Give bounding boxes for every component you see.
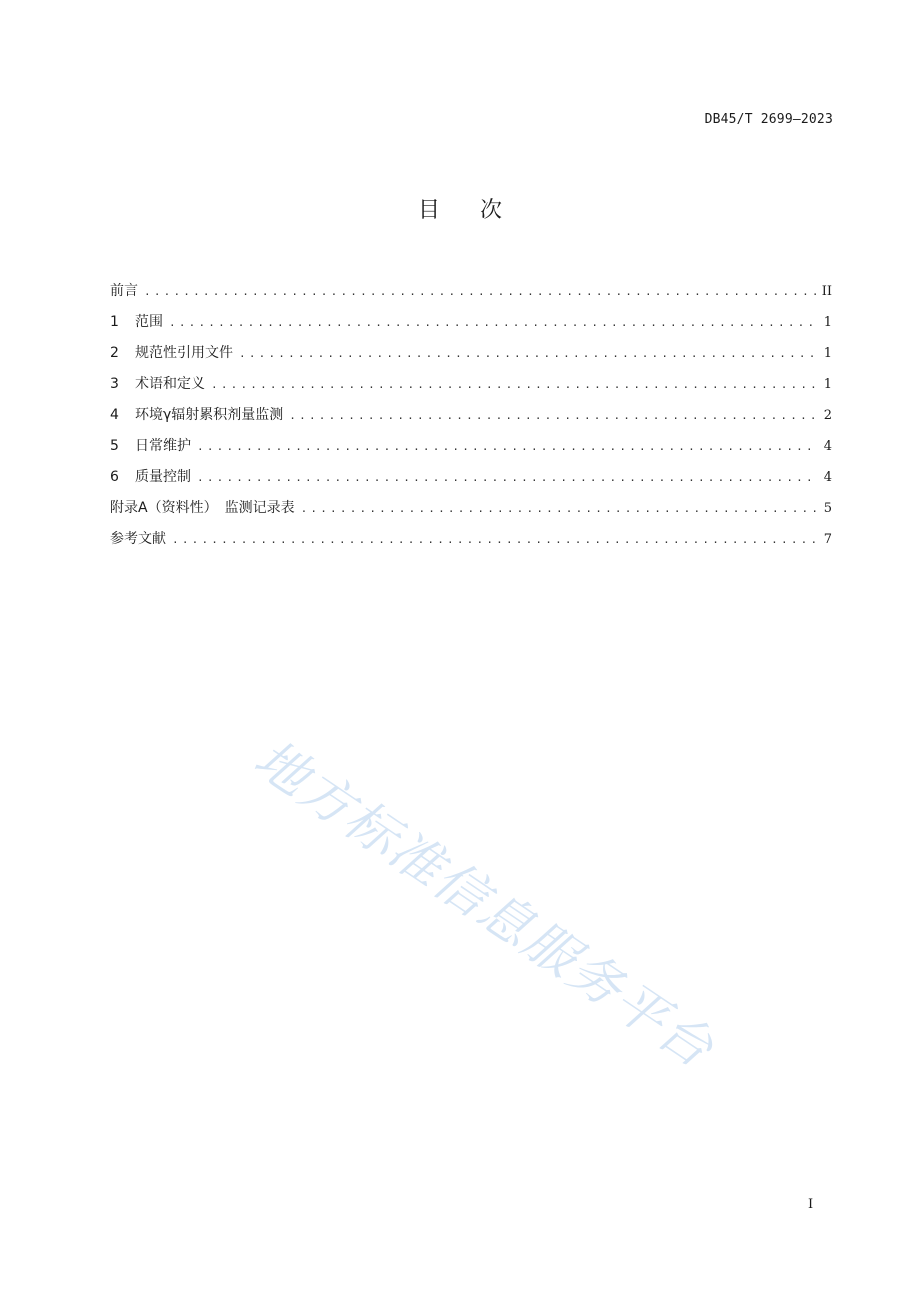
toc-item-label: 环境γ辐射累积剂量监测 bbox=[135, 407, 284, 423]
document-code: DB45/T 2699—2023 bbox=[704, 112, 833, 127]
toc-item-label: 前言 bbox=[110, 283, 138, 299]
toc-item-page: 4 bbox=[823, 470, 832, 485]
toc-list bbox=[110, 280, 832, 559]
page-number: I bbox=[808, 1197, 814, 1212]
toc-dot-leader bbox=[211, 374, 816, 396]
toc-dot-leader bbox=[197, 436, 816, 458]
watermark: 地方标准信息服务平台 bbox=[243, 728, 725, 1081]
toc-dot-leader bbox=[169, 312, 816, 334]
toc-item-number: 6 bbox=[110, 469, 119, 485]
toc-item-appendix-a[interactable] bbox=[110, 497, 832, 528]
toc-dot-leader bbox=[197, 467, 816, 489]
toc-dot-leader bbox=[144, 281, 816, 303]
toc-item-number: 2 bbox=[110, 345, 119, 361]
toc-item-label: 质量控制 bbox=[135, 469, 191, 485]
toc-item-page: 1 bbox=[823, 377, 832, 392]
toc-item-label: 规范性引用文件 bbox=[135, 345, 233, 361]
toc-item-page: 5 bbox=[823, 501, 832, 516]
toc-item-normative-references[interactable] bbox=[110, 342, 832, 373]
toc-item-number: 1 bbox=[110, 314, 119, 330]
toc-dot-leader bbox=[172, 529, 816, 551]
toc-item-label: 附录A（资料性） 监测记录表 bbox=[110, 500, 295, 516]
toc-item-label: 范围 bbox=[135, 314, 163, 330]
toc-item-quality-control[interactable] bbox=[110, 466, 832, 497]
toc-item-label: 参考文献 bbox=[110, 531, 166, 547]
toc-item-page: 1 bbox=[823, 346, 832, 361]
toc-item-number: 4 bbox=[110, 407, 119, 423]
toc-item-label: 术语和定义 bbox=[135, 376, 205, 392]
toc-item-number: 5 bbox=[110, 438, 119, 454]
toc-item-page: 7 bbox=[823, 532, 832, 547]
toc-item-page: 4 bbox=[823, 439, 832, 454]
toc-title: 目次 bbox=[417, 198, 542, 223]
toc-item-terms-definitions[interactable] bbox=[110, 373, 832, 404]
toc-dot-leader bbox=[289, 405, 816, 427]
toc-item-gamma-dose-monitoring[interactable] bbox=[110, 404, 832, 435]
toc-item-scope[interactable] bbox=[110, 311, 832, 342]
toc-dot-leader bbox=[301, 498, 816, 520]
toc-item-number: 3 bbox=[110, 376, 119, 392]
toc-item-label: 日常维护 bbox=[135, 438, 191, 454]
toc-item-routine-maintenance[interactable] bbox=[110, 435, 832, 466]
toc-item-preface[interactable] bbox=[110, 280, 832, 311]
toc-item-page: 2 bbox=[823, 408, 832, 423]
toc-item-page: 1 bbox=[823, 315, 832, 330]
toc-item-bibliography[interactable] bbox=[110, 528, 832, 559]
toc-dot-leader bbox=[239, 343, 816, 365]
toc-item-page: II bbox=[821, 284, 832, 299]
